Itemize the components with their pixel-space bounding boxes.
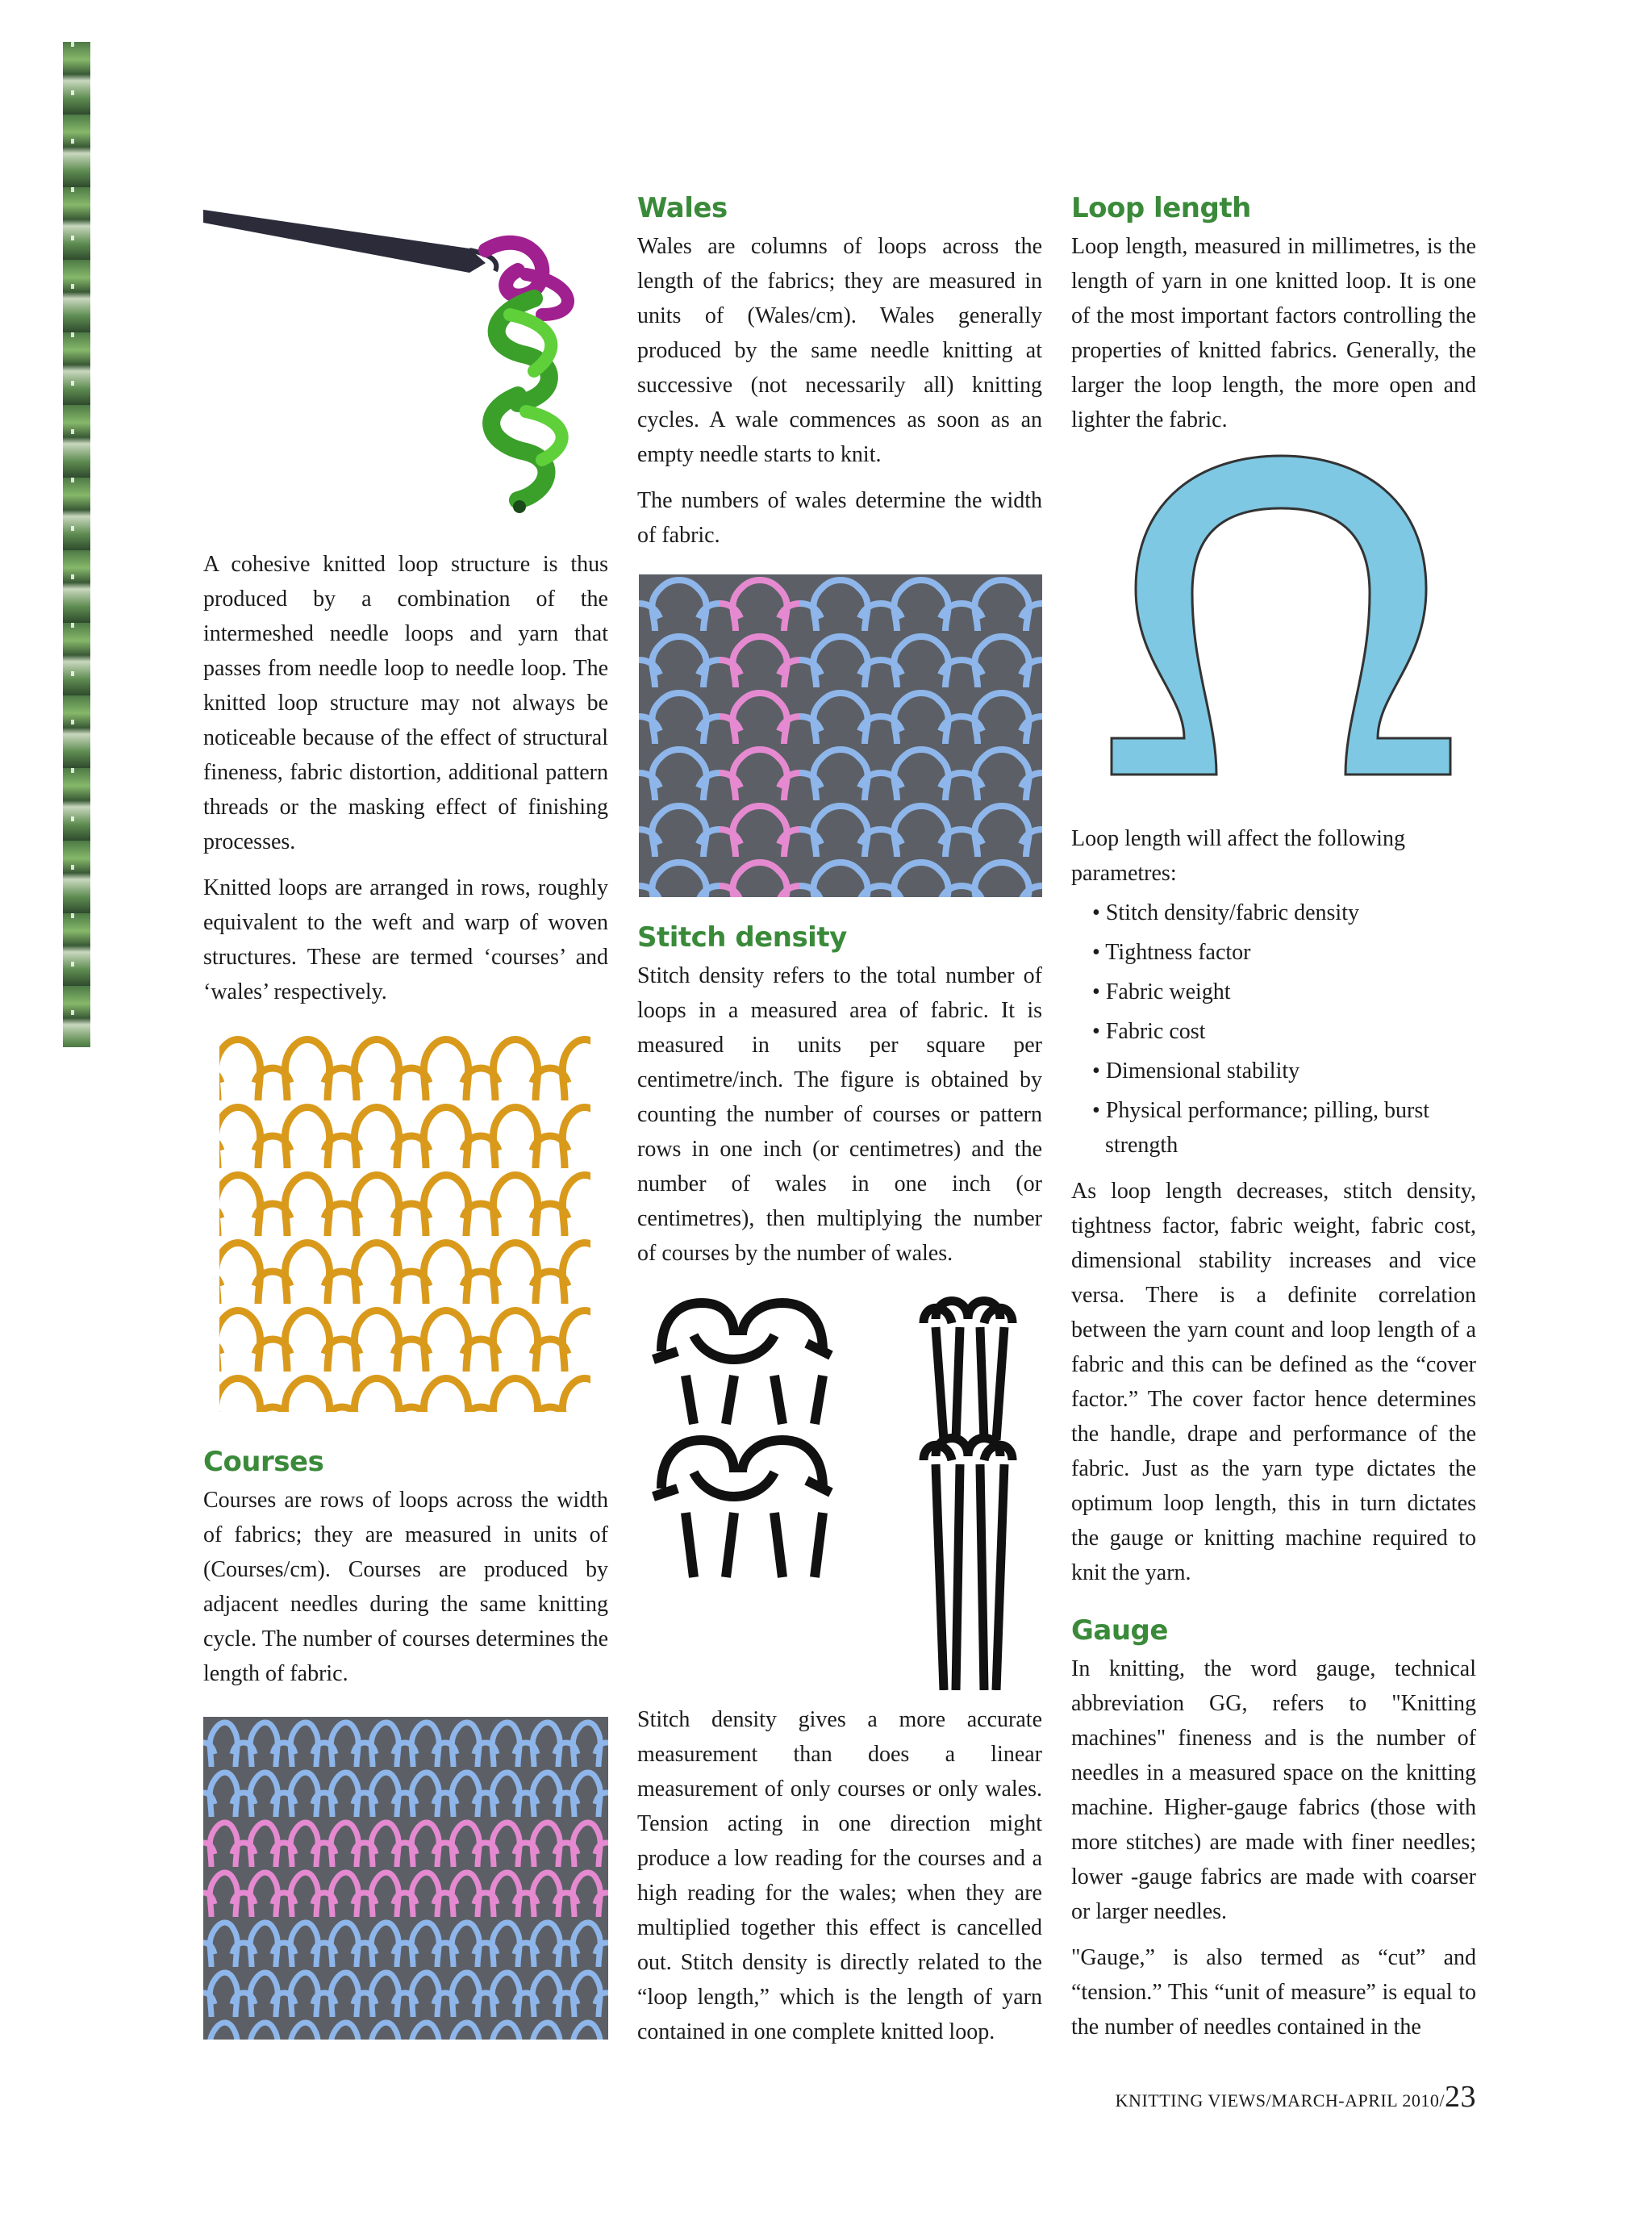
parameter-item: • Fabric weight xyxy=(1087,975,1476,1009)
intro-paragraph-1: A cohesive knitted loop structure is thus produced by a combination of the intermeshed needle loops and yarn that passes from needle loop to needle loop. The knitted loop structure may not always be noticeable because of the effect of structural fineness, fabric distortion, additional pattern threads or the masking effect of finishing processes. xyxy=(203,552,608,854)
wales-paragraph-2: The numbers of wales determine the width of fabric. xyxy=(637,488,1042,548)
stitch-density-heading: Stitch density xyxy=(637,921,847,954)
loop-length-parameter-list xyxy=(1087,896,1476,1163)
parameter-item: • Physical performance; pilling, burst strength xyxy=(1087,1093,1476,1163)
intro-paragraph-2: Knitted loops are arranged in rows, roughly equivalent to the weft and warp of woven structures. These are termed ‘courses’ and ‘wales’ respectively. xyxy=(203,875,608,1004)
courses-heading: Courses xyxy=(203,1446,324,1478)
gold-knit-fabric-figure xyxy=(203,1033,607,1420)
parameter-item: • Fabric cost xyxy=(1087,1014,1476,1049)
wales-fabric-figure xyxy=(639,574,1042,897)
gauge-paragraph-2: "Gauge,” is also termed as “cut” and “tension.” This “unit of measure” is equal to the number of needles contained in the xyxy=(1071,1945,1476,2040)
loop-length-paragraph-2: Loop length will affect the following parametres: xyxy=(1071,826,1405,886)
page-footer xyxy=(1116,2079,1476,2115)
parameter-item: • Dimensional stability xyxy=(1087,1054,1476,1088)
gauge-heading: Gauge xyxy=(1071,1614,1168,1647)
single-loop-figure xyxy=(1103,452,1458,791)
wales-paragraph-1: Wales are columns of loops across the length of the fabrics; they are measured in units of (Wales/cm). Wales generally produced by the same needle knitting at successive (not necessarily all) knitting cycles. A wale commences as soon as an empty needle starts to knit. xyxy=(637,234,1042,467)
stitch-density-paragraph-2: Stitch density gives a more accurate measurement than does a linear measurement of only courses or only wales. Tension acting in one direction might produce a low reading for the courses and a high reading for the wales; when they are multiplied together this effect is cancelled out. Stitch density is directly related to the “loop length,” which is the length of yarn contained in one complete knitted loop. xyxy=(637,1707,1042,2044)
gauge-paragraph-1: In knitting, the word gauge, technical abbreviation GG, refers to "Knitting machines" fineness and is the number of needles in a measured space on the knitting machine. Higher-gauge fabrics (those with more stitches) are made with finer needles; lower -gauge fabrics are made with coarser or larger needles. xyxy=(1071,1656,1476,1924)
page-number: 23 xyxy=(1445,2080,1476,2114)
courses-paragraph: Courses are rows of loops across the width of fabrics; they are measured in units of (Courses/cm). Courses are produced by adjacent needles during the same knitting cycle. The number of courses determines the length of fabric. xyxy=(203,1488,608,1686)
edge-photo-strip xyxy=(63,42,90,1047)
parameter-item: • Stitch density/fabric density xyxy=(1087,896,1476,930)
courses-fabric-figure xyxy=(203,1717,608,2040)
needle-loop-illustration xyxy=(203,194,623,532)
loop-length-paragraph-1: Loop length, measured in millimetres, is the length of yarn in one knitted loop. It is one of the most important factors controlling the properties of knitted fabrics. Generally, the larger the loop length, the more open and lighter the fabric. xyxy=(1071,234,1476,432)
stitch-density-paragraph-1: Stitch density refers to the total number of loops in a measured area of fabric. It is measured in units per square per centimetre/inch. The figure is obtained by counting the number of courses or pattern rows in one inch (or centimetres) and the number of wales in one inch (or centimetres), then multiplying the number of courses by the number of wales. xyxy=(637,963,1042,1266)
loop-length-heading: Loop length xyxy=(1071,192,1251,224)
loop-notation-diagram xyxy=(645,1287,1032,1690)
publication-line: KNITTING VIEWS/MARCH-APRIL 2010/ xyxy=(1115,2090,1445,2111)
loop-length-paragraph-3: As loop length decreases, stitch density, tightness factor, fabric weight, fabric cost, dimensional stability increases and vice versa. There is a definite correlation between the yarn count and loop length of a fabric and this can be defined as the “cover factor.” The cover factor hence determines the handle, drape and performance of the fabric. Just as the yarn type dictates the optimum loop length, this in turn dictates the gauge or knitting machine required to knit the yarn. xyxy=(1071,1179,1476,1585)
wales-heading: Wales xyxy=(637,192,728,224)
parameter-item: • Tightness factor xyxy=(1087,935,1476,970)
